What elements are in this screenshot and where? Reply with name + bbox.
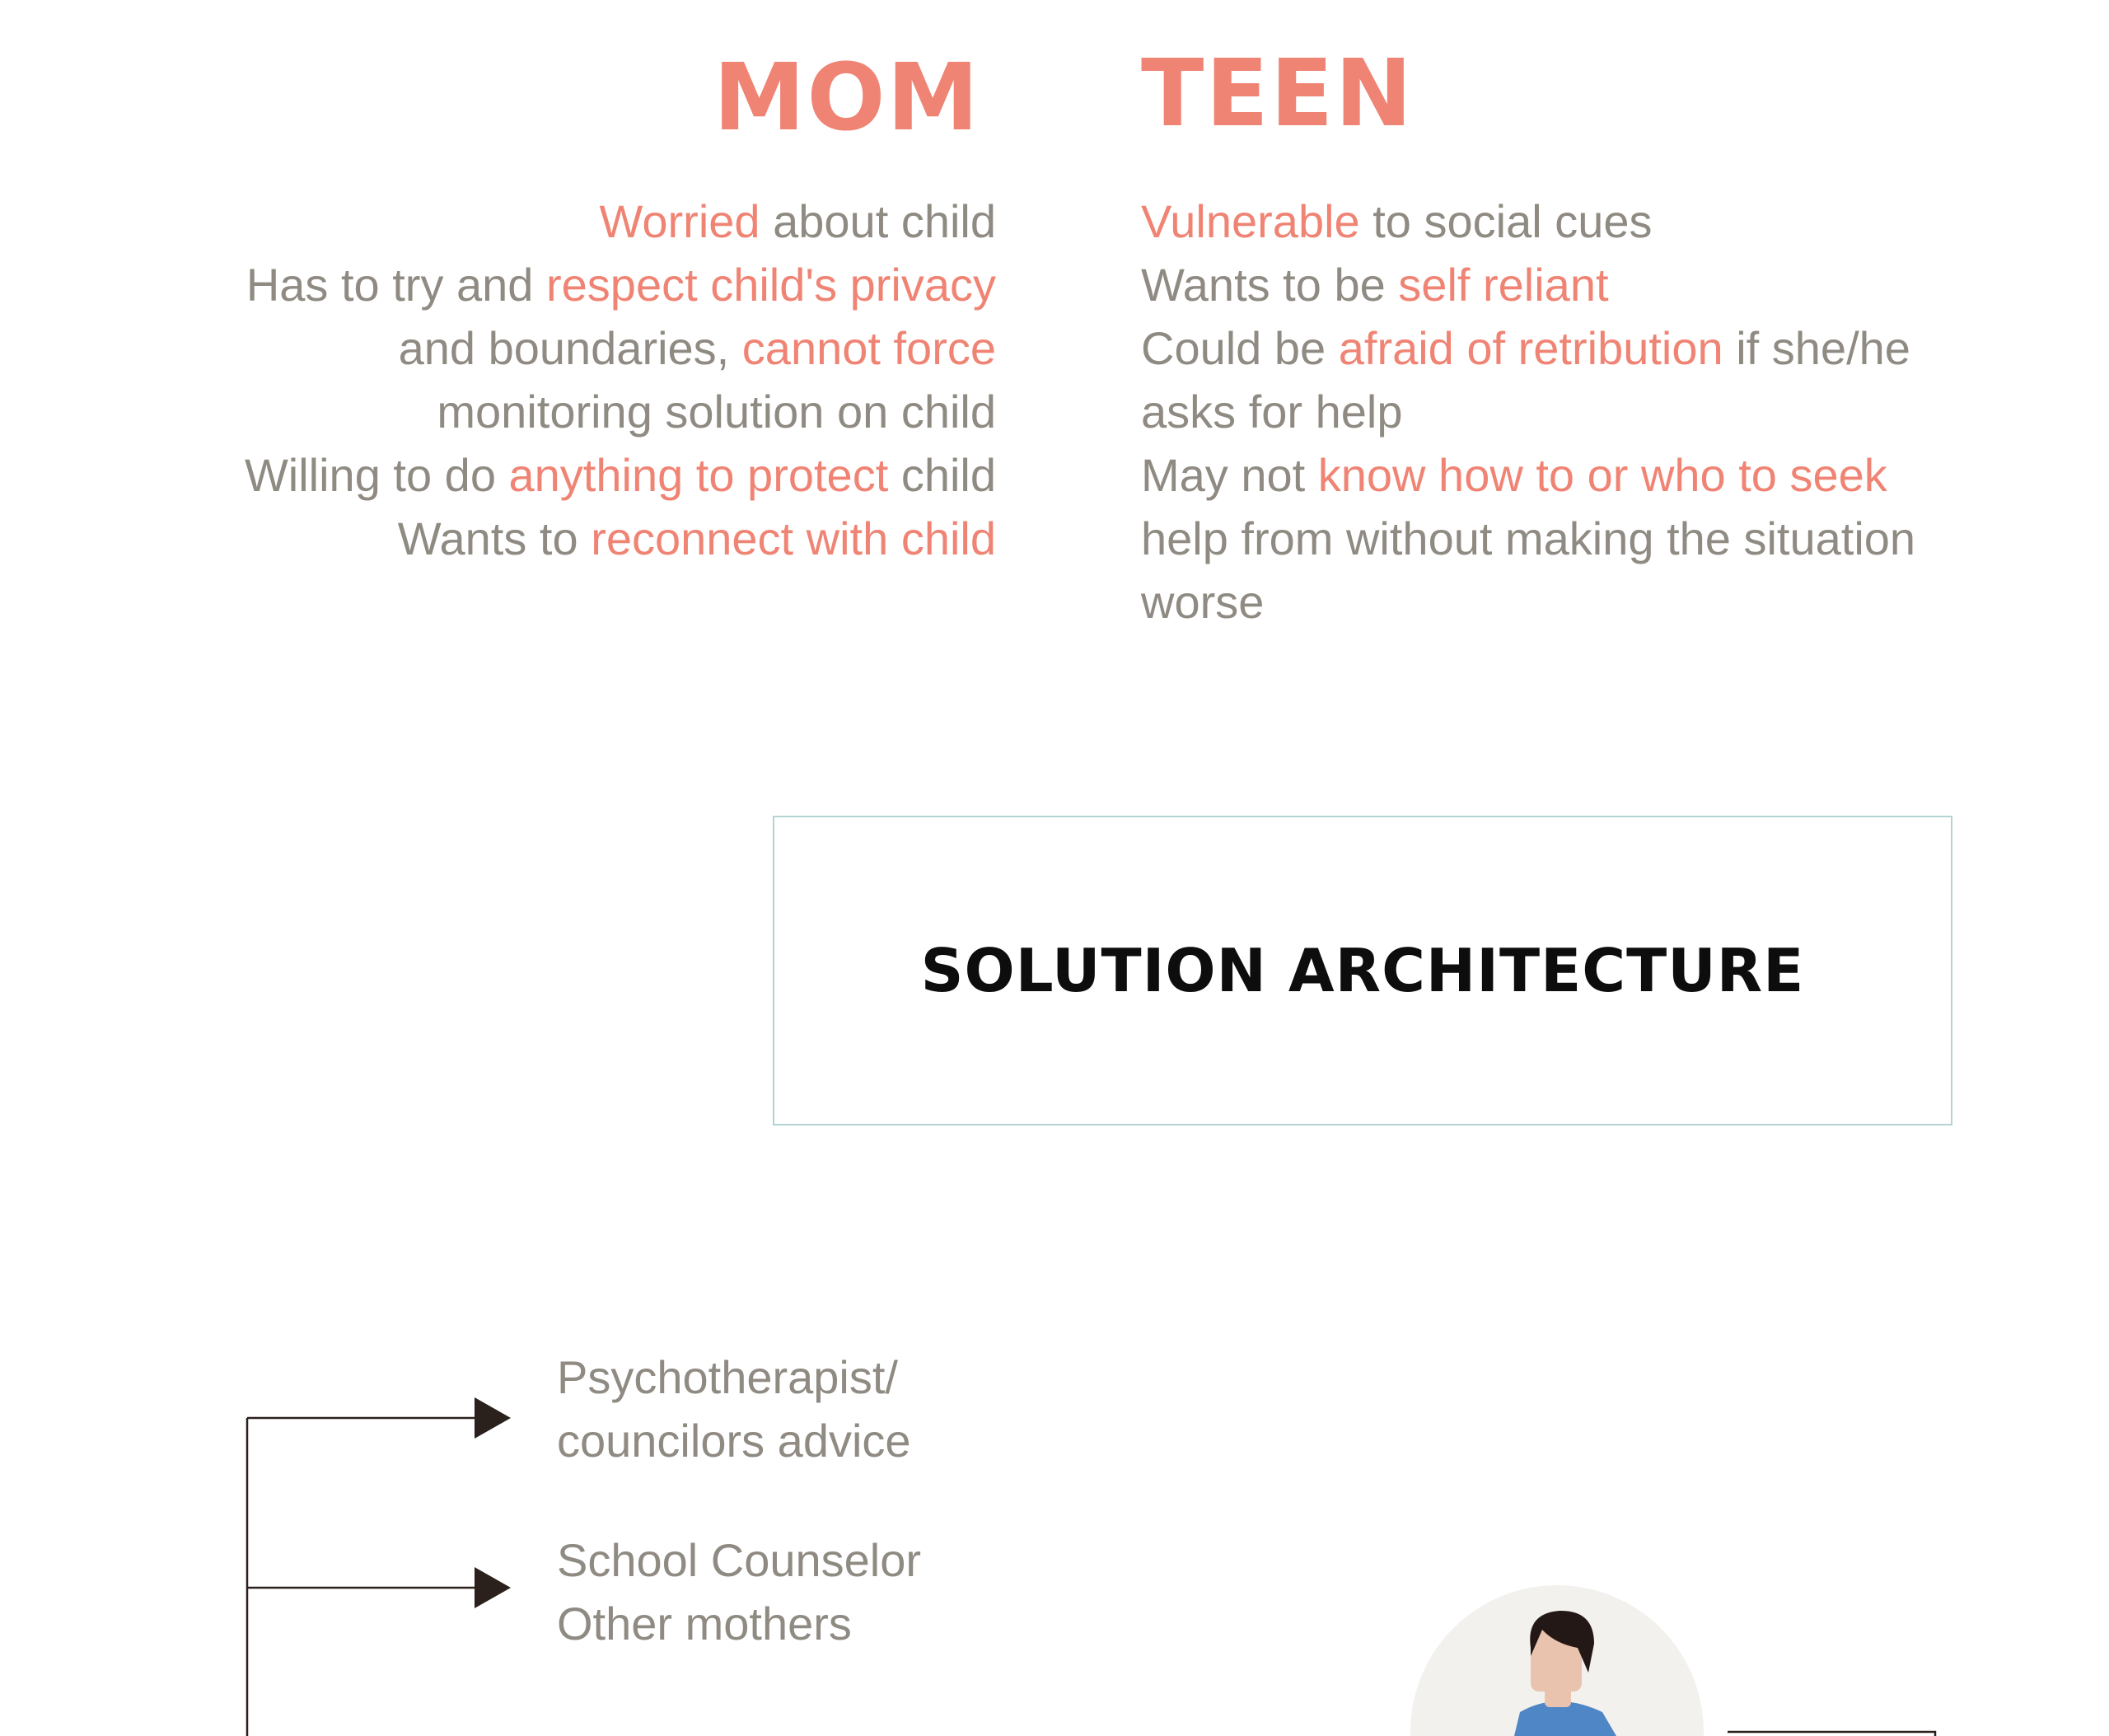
trait-text: asks for help — [1141, 386, 1403, 438]
trait-text: about child — [760, 195, 996, 247]
resource-line: councilors advice — [557, 1415, 911, 1467]
trait-text: worse — [1141, 576, 1265, 628]
mom-heading: MOM — [713, 44, 980, 152]
solution-architecture-title: SOLUTION ARCHITECTURE — [920, 936, 1805, 1005]
trait-text: Has to try and — [246, 259, 546, 311]
resource-line: School Counselor — [557, 1534, 922, 1586]
trait-text: to social cues — [1359, 195, 1653, 247]
highlighted-text: Vulnerable — [1141, 195, 1360, 247]
trait-text: and boundaries, — [398, 322, 742, 374]
teen-heading: TEEN — [1141, 40, 1415, 147]
trait-text: child — [888, 449, 996, 501]
highlighted-text: respect child's privacy — [546, 259, 996, 311]
resource-line: Psychotherapist/ — [557, 1351, 898, 1403]
highlighted-text: cannot force — [741, 322, 996, 374]
highlighted-text: afraid of retribution — [1338, 322, 1723, 374]
trait-text: Wants to — [397, 512, 592, 564]
trait-text: monitoring solution on child — [437, 386, 996, 438]
trait-text: help from without making the situation — [1141, 512, 1916, 564]
highlighted-text: self reliant — [1398, 259, 1609, 311]
trait-text: Wants to be — [1141, 259, 1399, 311]
trait-text: Willing to do — [244, 449, 509, 501]
highlighted-text: know how to or who to seek — [1317, 449, 1887, 501]
highlighted-text: Worried — [599, 195, 760, 247]
trait-text: Could be — [1141, 322, 1339, 374]
trait-text: if she/he — [1723, 322, 1910, 374]
resource-line: Other mothers — [557, 1598, 852, 1649]
highlighted-text: anything to protect — [508, 449, 889, 501]
highlighted-text: reconnect with child — [591, 512, 996, 564]
trait-text: May not — [1141, 449, 1318, 501]
